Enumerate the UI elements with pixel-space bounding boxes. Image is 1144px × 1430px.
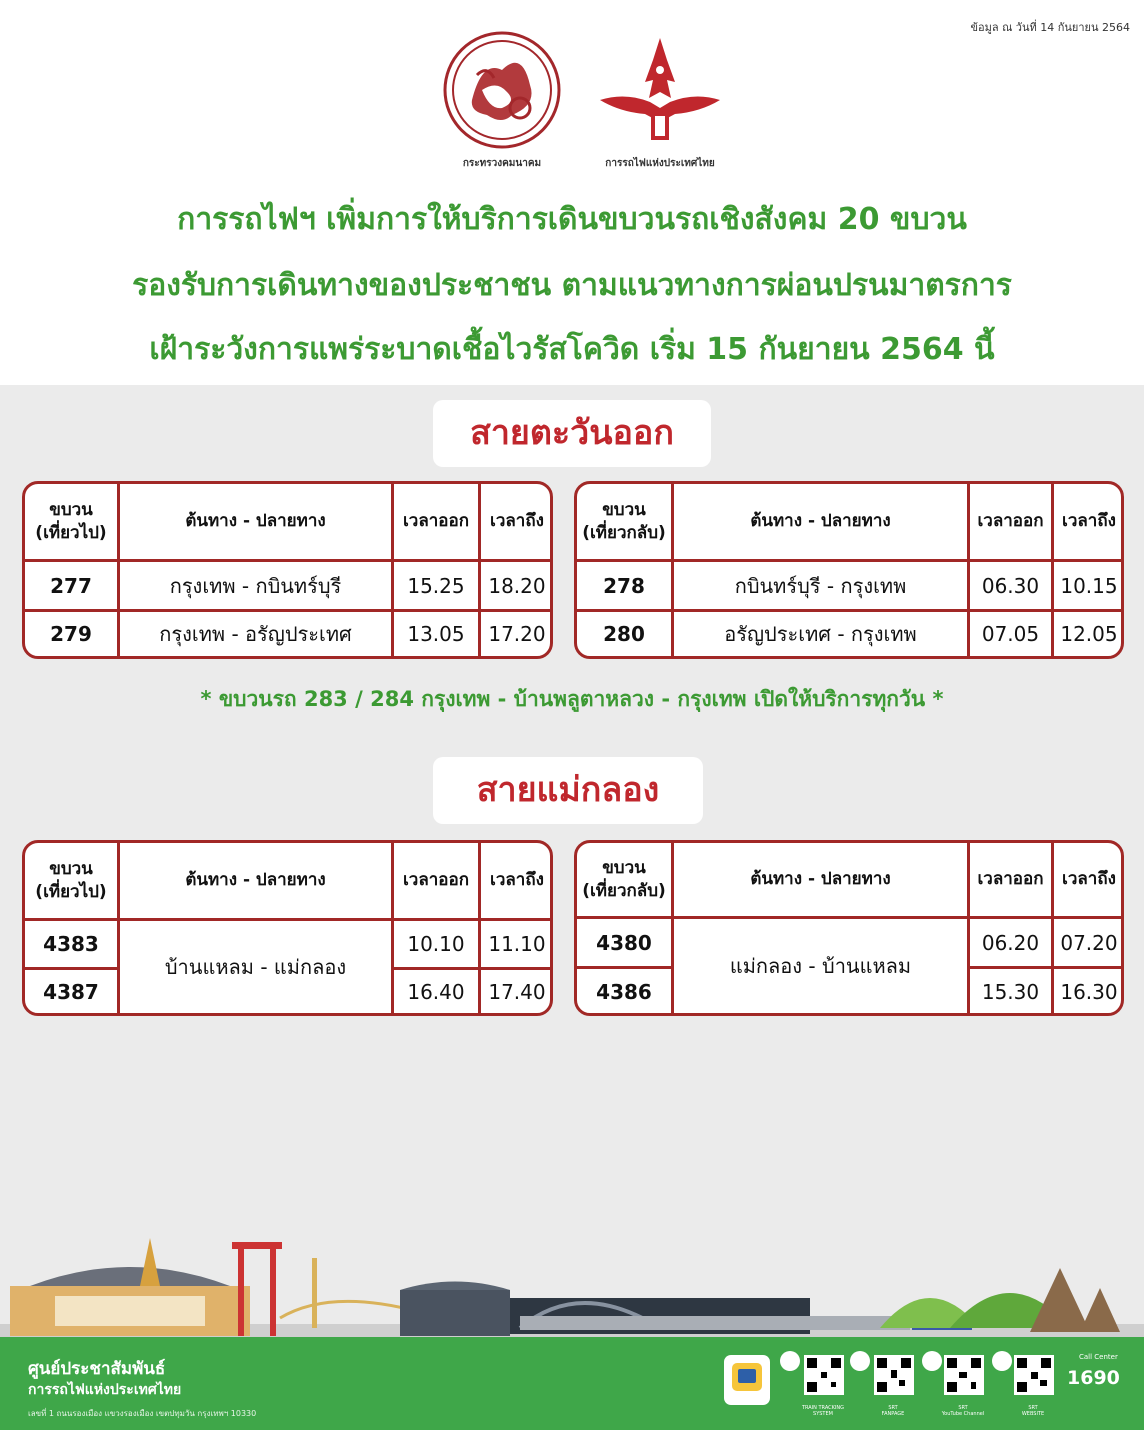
depart-time: 13.05 — [407, 622, 465, 646]
maeklong-inbound-table — [574, 840, 1124, 1016]
route-cell: กบินทร์บุรี - กรุงเทพ — [734, 573, 907, 598]
east-outbound-table — [22, 481, 553, 659]
facebook-icon — [850, 1351, 870, 1371]
qr-caption: SRT FANPAGE — [881, 1405, 905, 1417]
depart-time: 16.40 — [407, 980, 465, 1004]
route-cell: บ้านแหลม - แม่กลอง — [164, 955, 347, 979]
col-header-route: ต้นทาง - ปลายทาง — [185, 511, 326, 532]
arrive-time: 07.20 — [1060, 930, 1118, 955]
headline-line-3: เฝ้าระวังการแพร่ระบาดเชื้อไวรัสโควิด เริ่ม 15 กันยายน 2564 นี้ — [149, 332, 995, 367]
col-header-route: ต้นทาง - ปลายทาง — [750, 869, 891, 890]
qr-caption: SRT WEBSITE — [1021, 1405, 1045, 1417]
city-skyline-illustration — [0, 1228, 1144, 1340]
maeklong-outbound-table — [22, 840, 553, 1016]
east-inbound-table — [574, 481, 1124, 659]
arrive-time: 17.40 — [488, 980, 546, 1004]
col-header-route: ต้นทาง - ปลายทาง — [185, 870, 326, 891]
fanpage-qr-code[interactable] — [874, 1355, 914, 1395]
east-line-title: สายตะวันออก — [433, 400, 711, 467]
route-cell: อรัญประเทศ - กรุงเทพ — [724, 622, 917, 646]
train-tracking-app-icon[interactable] — [724, 1355, 770, 1405]
train-number: 278 — [603, 573, 645, 598]
arrive-time: 16.30 — [1060, 979, 1118, 1004]
depart-time: 15.30 — [981, 979, 1040, 1004]
depart-time: 15.25 — [407, 573, 465, 598]
app-icon — [780, 1351, 800, 1371]
tracking-qr-code[interactable] — [804, 1355, 844, 1395]
route-cell: กรุงเทพ - อรัญประเทศ — [159, 622, 352, 646]
route-cell: แม่กลอง - บ้านแหลม — [729, 954, 912, 978]
qr-caption: TRAIN TRACKING SYSTEM — [801, 1405, 845, 1417]
qr-caption: SRT YouTube Channel — [941, 1405, 985, 1417]
maeklong-line-title: สายแม่กลอง — [433, 757, 703, 824]
col-header-route: ต้นทาง - ปลายทาง — [750, 511, 891, 532]
col-header-depart: เวลาออก — [402, 870, 470, 891]
daily-service-note: * ขบวนรถ 283 / 284 กรุงเทพ - บ้านพลูตาหลวง - กรุงเทพ เปิดให้บริการทุกวัน * — [200, 687, 944, 711]
col-header-arrive: เวลาถึง — [490, 870, 544, 891]
srt-emblem-icon — [595, 30, 725, 150]
col-header-train: ขบวน (เที่ยวกลับ) — [582, 499, 666, 543]
footer-address: เลขที่ 1 ถนนรองเมือง แขวงรองเมือง เขตปทุมวัน กรุงเทพฯ 10330 — [28, 1409, 257, 1418]
col-header-arrive: เวลาถึง — [1062, 869, 1116, 890]
headline-line-2: รองรับการเดินทางของประชาชน ตามแนวทางการผ่อนปรนมาตรการ — [132, 268, 1012, 303]
train-number: 4380 — [596, 930, 652, 955]
web-icon — [992, 1351, 1012, 1371]
ministry-caption: กระทรวงคมนาคม — [462, 158, 542, 169]
train-number: 4387 — [43, 980, 99, 1004]
col-header-arrive: เวลาถึง — [1062, 511, 1116, 532]
website-qr-code[interactable] — [1014, 1355, 1054, 1395]
arrive-time: 18.20 — [488, 573, 546, 598]
train-number: 279 — [50, 622, 92, 646]
depart-time: 06.20 — [981, 930, 1040, 955]
col-header-train: ขบวน (เที่ยวไป) — [35, 858, 107, 902]
arrive-time: 11.10 — [488, 932, 546, 956]
ministry-logo — [422, 30, 582, 171]
route-cell: กรุงเทพ - กบินทร์บุรี — [169, 573, 342, 598]
footer-subtitle: การรถไฟแห่งประเทศไทย — [28, 1382, 182, 1398]
youtube-qr-code[interactable] — [944, 1355, 984, 1395]
ministry-seal-icon — [442, 30, 562, 150]
train-number: 4386 — [596, 979, 652, 1004]
col-header-depart: เวลาออก — [977, 869, 1044, 890]
youtube-icon — [922, 1351, 942, 1371]
call-center-label: Call Center — [1079, 1353, 1118, 1361]
col-header-train: ขบวน (เที่ยวกลับ) — [582, 857, 666, 901]
col-header-depart: เวลาออก — [402, 511, 470, 532]
depart-time: 10.10 — [407, 932, 465, 956]
arrive-time: 17.20 — [488, 622, 546, 646]
srt-logo — [580, 30, 740, 171]
as-of-date: ข้อมูล ณ วันที่ 14 กันยายน 2564 — [970, 21, 1130, 34]
train-number: 4383 — [43, 932, 99, 956]
depart-time: 06.30 — [981, 573, 1040, 598]
call-center-number[interactable]: 1690 — [1067, 1367, 1120, 1389]
train-number: 280 — [603, 622, 645, 646]
col-header-arrive: เวลาถึง — [490, 511, 544, 532]
header-panel — [0, 0, 1144, 385]
footer-bar — [0, 1337, 1144, 1430]
train-number: 277 — [50, 573, 92, 598]
arrive-time: 10.15 — [1060, 573, 1118, 598]
footer-title: ศูนย์ประชาสัมพันธ์ — [28, 1359, 166, 1379]
col-header-depart: เวลาออก — [977, 511, 1044, 532]
arrive-time: 12.05 — [1060, 622, 1118, 646]
depart-time: 07.05 — [981, 622, 1040, 646]
srt-caption: การรถไฟแห่งประเทศไทย — [605, 158, 715, 169]
headline-line-1: การรถไฟฯ เพิ่มการให้บริการเดินขบวนรถเชิงสังคม 20 ขบวน — [177, 202, 967, 237]
col-header-train: ขบวน (เที่ยวไป) — [35, 499, 107, 543]
